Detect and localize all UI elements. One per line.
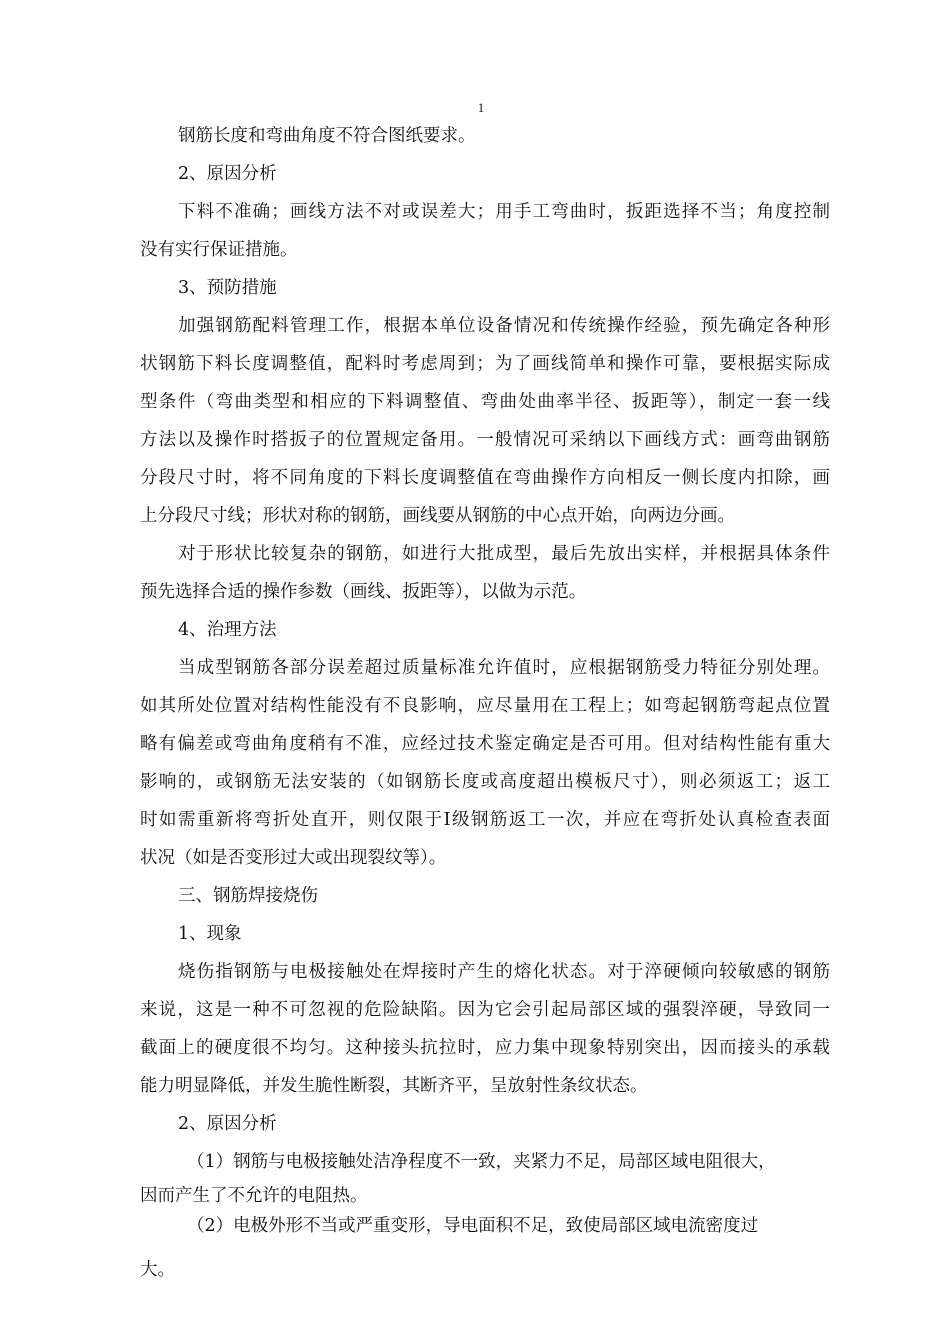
text-line: 对于形状比较复杂的钢筋，如进行大批成型，最后先放出实样，并根据具体条件 [178,544,830,564]
text-line: 加强钢筋配料管理工作，根据本单位设备情况和传统操作经验，预先确定各种形 [178,316,830,336]
section-heading: 1、现象 [178,924,242,944]
text-line: 分段尺寸时，将不同角度的下料长度调整值在弯曲操作方向相反一侧长度内扣除，画 [140,468,830,488]
text-line: 方法以及操作时搭扳子的位置规定备用。一般情况可采纳以下画线方式：画弯曲钢筋 [140,430,830,450]
text-line: 如其所处位置对结构性能没有不良影响，应尽量用在工程上；如弯起钢筋弯起点位置 [140,696,830,716]
chapter-heading: 三、钢筋焊接烧伤 [178,886,318,906]
text-line: 下料不准确；画线方法不对或误差大；用手工弯曲时，扳距选择不当；角度控制 [178,202,830,222]
section-heading: 2、原因分析 [178,1114,277,1134]
text-line: 状钢筋下料长度调整值，配料时考虑周到；为了画线简单和操作可靠，要根据实际成 [140,354,830,374]
text-line: 截面上的硬度很不均匀。这种接头抗拉时，应力集中现象特别突出，因而接头的承载 [140,1038,830,1058]
text-line: 因而产生了不允许的电阻热。 [140,1186,368,1206]
text-line: 型条件（弯曲类型和相应的下料调整值、弯曲处曲率半径、扳距等），制定一套一线 [140,392,830,412]
text-line: 能力明显降低，并发生脆性断裂，其断齐平，呈放射性条纹状态。 [140,1076,648,1096]
text-line: 上分段尺寸线；形状对称的钢筋，画线要从钢筋的中心点开始，向两边分画。 [140,506,735,526]
text-line: 影响的，或钢筋无法安装的（如钢筋长度或高度超出模板尺寸），则必须返工；返工 [140,772,830,792]
text-line: 大。 [140,1260,175,1280]
text-line: 来说，这是一种不可忽视的危险缺陷。因为它会引起局部区域的强裂淬硬，导致同一 [140,1000,830,1020]
text-line: 钢筋长度和弯曲角度不符合图纸要求。 [178,126,476,146]
text-line: 时如需重新将弯折处直开，则仅限于Ⅰ级钢筋返工一次，并应在弯折处认真检查表面 [140,810,830,830]
section-heading: 3、预防措施 [178,278,277,298]
text-line: 烧伤指钢筋与电极接触处在焊接时产生的熔化状态。对于淬硬倾向较敏感的钢筋 [178,962,830,982]
text-line: （2）电极外形不当或严重变形，导电面积不足，致使局部区域电流密度过 [187,1216,759,1236]
text-line: 状况（如是否变形过大或出现裂纹等）。 [140,848,447,868]
text-line: （1）钢筋与电极接触处洁净程度不一致，夹紧力不足，局部区域电阻很大， [187,1152,776,1172]
section-heading: 4、治理方法 [178,620,277,640]
text-line: 略有偏差或弯曲角度稍有不准，应经过技术鉴定确定是否可用。但对结构性能有重大 [140,734,830,754]
text-line: 当成型钢筋各部分误差超过质量标准允许值时，应根据钢筋受力特征分别处理。 [178,658,830,678]
text-line: 没有实行保证措施。 [140,240,298,260]
section-heading: 2、原因分析 [178,164,277,184]
page-number: 1 [477,100,485,115]
text-line: 预先选择合适的操作参数（画线、扳距等），以做为示范。 [140,582,587,602]
